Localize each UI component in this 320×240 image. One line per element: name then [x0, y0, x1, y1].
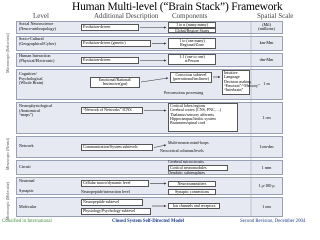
level-neurophysiological: Neurophysiological (Anatomical “maps”)	[19, 103, 53, 118]
comp-circuit-3: Dendritic subtemplates	[168, 169, 205, 175]
header-spatial-scale: Spatial Scale	[257, 12, 294, 20]
header-description: Additional Description	[94, 12, 159, 20]
comp-cognitive-1: Conscious subtevel	[175, 72, 207, 77]
level-human-interaction: Human Interaction (Physical/Electronic)	[19, 53, 55, 63]
scale-network: 1cm-dm	[259, 144, 274, 149]
desc-social: Evolution-driven	[81, 24, 139, 31]
scale-neuronal: 1 μ-100 μ	[258, 183, 275, 188]
comp-molecular: Ion channels and receptors	[168, 203, 220, 209]
desc-synaptic: Neuropeptide/interaction level	[81, 189, 130, 194]
level-network: Network	[19, 143, 34, 148]
scale-molecular: 1 nm	[262, 204, 271, 209]
comp-socio: 1 to (one many) Regional/Zone	[168, 38, 216, 49]
desc-molecular-1: Neuropeptide subtevel	[81, 199, 143, 206]
scale-human: dm-Mm	[259, 57, 274, 62]
desc-network: Communication/System subtevels	[81, 144, 153, 151]
level-socio-cultural: Socio-Cultural (Geographical/Cyber)	[19, 36, 56, 46]
scale-social: (Mil) (millions)	[258, 22, 275, 32]
comp-circuit-1: Cerebral microcircuits	[168, 159, 204, 164]
arrow-cognitive	[141, 78, 168, 82]
mesoscopic-label: Mesoscopic (Neural)	[5, 137, 10, 170]
arrow-network	[154, 145, 166, 148]
level-cognitive: Cognitive/ Psychological (Whole Brain)	[19, 71, 44, 86]
desc-socio: Evolution-driven (genetic)	[81, 40, 151, 47]
level-synaptic: Synaptic	[19, 188, 34, 193]
footer-center: Closed System Self-Directed Model	[112, 219, 184, 224]
comp-social-1: 1 to n (many:many)	[168, 22, 216, 28]
footer-right: Second Revision, December 2004	[240, 219, 306, 224]
scale-socio: km-Mm	[259, 40, 274, 45]
comp-neuronal: Neurotransmitters	[168, 181, 216, 187]
scale-neuro: 1 cm	[262, 115, 271, 120]
desc-cognitive: Emotional/Rational/ Instinctive(gut)	[90, 77, 140, 88]
scale-cognitive: 1 m	[263, 81, 270, 86]
desc-neuronal: Cellular macro/dynamic level	[81, 180, 149, 187]
header-components: Components	[172, 12, 208, 20]
comp-neuro-3: Thalamus/sensory afferents	[170, 111, 215, 117]
level-neuronal: Neuronal	[19, 178, 35, 183]
desc-neuro: “Network of Networks” ICNS	[81, 107, 143, 114]
comp-human: 1:1 (one to one) n:Person	[168, 54, 216, 65]
comp-network-1: Multi-neuron mind-loops	[168, 140, 209, 145]
page-title: Human Multi-level (“Brain Stack”) Framework	[72, 1, 283, 13]
comp-synaptic: Synaptic connections	[168, 189, 216, 195]
comp-neuro-4: Hippocampus/limbic system	[170, 115, 216, 121]
scale-circuit: 1 mm	[261, 165, 272, 170]
comp-cognitive-3: Preconscious processing	[164, 90, 204, 95]
desc-human: Evolution-driven	[81, 57, 139, 64]
level-circuit: Circuit	[19, 164, 31, 169]
level-molecular: Molecular	[19, 204, 37, 209]
macroscopic-label: Macroscopic (Behavioral)	[5, 33, 10, 73]
desc-molecular-2: Physiology/Psychology subtevel	[81, 208, 151, 215]
header-level: Level	[33, 12, 49, 20]
comp-neuro-1: Cortical lobes/regions	[170, 103, 206, 108]
comp-neuro-2: Cerebral cortex (CNS, PNC, ...)	[170, 107, 221, 113]
comp-social-2: Global/Region-States	[168, 28, 216, 34]
level-social: Social Neuroscience (Neuro-anthropology)	[19, 21, 56, 31]
comp-cognitive-side: Intuitive Language Decision making “Emotion”/“Memory” “Interbrain”	[222, 70, 250, 95]
comp-network-2: Neocortical columns/levels	[160, 148, 204, 153]
comp-circuit-2: Cortical neuromodules	[168, 165, 228, 171]
comp-neuro-5: Brainstem/spinal cord	[170, 120, 206, 126]
footer-left: Classified in International	[2, 219, 52, 224]
comp-cognitive-2: (prerrational/inclinew)	[172, 76, 210, 82]
microscopic-label: Microscopic (Molecular)	[5, 181, 10, 221]
